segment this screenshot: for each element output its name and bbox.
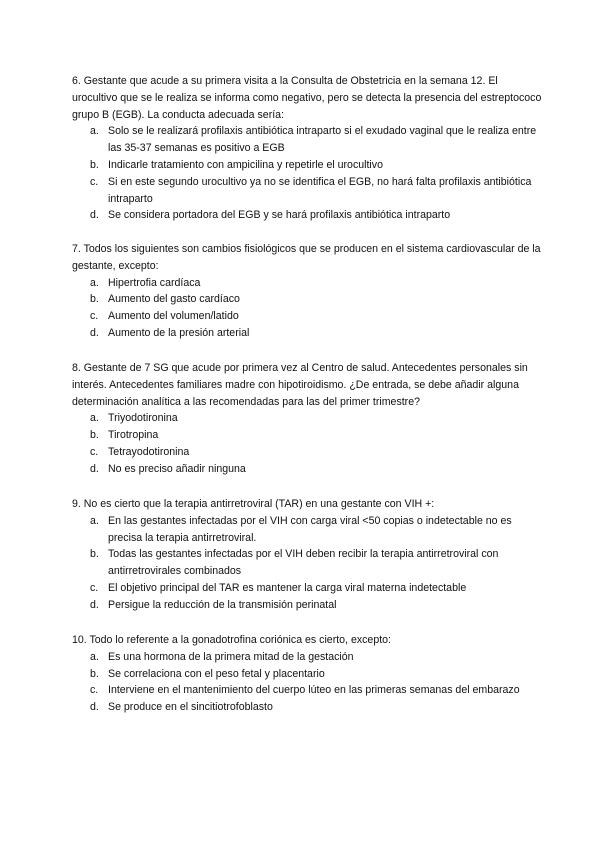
option-text: Tirotropina — [108, 429, 159, 442]
option-d — [72, 461, 542, 478]
option-letter: a. — [90, 276, 99, 289]
option-letter: a. — [90, 125, 99, 138]
question-stem: 10. Todo lo referente a la gonadotrofina coriónica es cierto, excepto: — [72, 634, 391, 646]
option-letter: b. — [90, 293, 99, 306]
option-c — [72, 580, 542, 597]
option-letter: d. — [90, 701, 99, 714]
option-text: El objetivo principal del TAR es mantener la carga viral materna indetectable — [108, 581, 467, 594]
option-d — [72, 597, 542, 614]
option-b — [72, 291, 542, 308]
option-text: Se considera portadora del EGB y se hará profilaxis antibiótica intraparto — [108, 209, 451, 222]
option-c — [72, 308, 542, 325]
option-text: Aumento del gasto cardíaco — [108, 293, 240, 306]
option-letter: a. — [90, 650, 99, 663]
option-text: Solo se le realizará profilaxis antibiótica intraparto si el exudado vaginal que le realiza entre las 35-37 semanas es positivo a EGB — [108, 125, 537, 155]
option-list — [72, 649, 542, 716]
option-letter: c. — [90, 175, 99, 188]
question-7 — [72, 241, 542, 342]
option-b — [72, 546, 542, 580]
option-text: Hipertrofia cardíaca — [108, 276, 201, 289]
option-letter: c. — [90, 684, 99, 697]
option-letter: b. — [90, 667, 99, 680]
option-b — [72, 666, 542, 683]
option-letter: c. — [90, 445, 99, 458]
option-text: Si en este segundo urocultivo ya no se identifica el EGB, no hará falta profilaxis antibiótica intraparto — [108, 175, 532, 205]
option-a — [72, 123, 542, 157]
option-list — [72, 123, 542, 224]
option-c — [72, 682, 542, 699]
option-list — [72, 410, 542, 477]
question-stem: 6. Gestante que acude a su primera visita a la Consulta de Obstetricia en la semana 12. El urocultivo que se le realiza se informa como negativo, pero se detecta la presencia del estreptococo grupo B (EGB). La conducta adecuada sería: — [72, 75, 542, 121]
option-text: Aumento del volumen/latido — [108, 310, 239, 323]
option-text: Se correlaciona con el peso fetal y placentario — [108, 667, 325, 680]
question-8 — [72, 360, 542, 478]
option-text: En las gestantes infectadas por el VIH con carga viral <50 copias o indetectable no es precisa la terapia antirretroviral. — [108, 514, 512, 544]
question-9 — [72, 496, 542, 614]
option-a — [72, 410, 542, 427]
option-a — [72, 513, 542, 547]
option-a — [72, 275, 542, 292]
option-text: Aumento de la presión arterial — [108, 326, 250, 339]
option-letter: d. — [90, 598, 99, 611]
option-letter: c. — [90, 310, 99, 323]
option-text: Es una hormona de la primera mitad de la gestación — [108, 650, 354, 663]
option-d — [72, 325, 542, 342]
option-text: Todas las gestantes infectadas por el VIH deben recibir la terapia antirretroviral con antirretrovirales combinados — [108, 548, 499, 578]
option-text: Interviene en el mantenimiento del cuerpo lúteo en las primeras semanas del embarazo — [108, 684, 520, 697]
option-letter: a. — [90, 412, 99, 425]
question-10 — [72, 632, 542, 716]
option-a — [72, 649, 542, 666]
option-letter: d. — [90, 462, 99, 475]
option-d — [72, 699, 542, 716]
option-c — [72, 174, 542, 208]
option-list — [72, 513, 542, 614]
option-text: Tetrayodotironina — [108, 445, 190, 458]
option-d — [72, 207, 542, 224]
option-text: Persigue la reducción de la transmisión perinatal — [108, 598, 337, 611]
question-stem: 9. No es cierto que la terapia antirretroviral (TAR) en una gestante con VIH +: — [72, 498, 435, 510]
option-b — [72, 427, 542, 444]
option-letter: d. — [90, 326, 99, 339]
option-letter: c. — [90, 581, 99, 594]
option-text: No es preciso añadir ninguna — [108, 462, 246, 475]
option-text: Se produce en el sincitiotrofoblasto — [108, 701, 273, 714]
question-stem: 7. Todos los siguientes son cambios fisiológicos que se producen en el sistema cardiovascular de la gestante, excepto: — [72, 243, 541, 272]
option-list — [72, 275, 542, 342]
question-stem: 8. Gestante de 7 SG que acude por primera vez al Centro de salud. Antecedentes personales sin interés. Antecedentes familiares madre con hipotiroidismo. ¿De entrada, se debe añadir alguna determinación analítica a las recomendadas para las del primer trimestre? — [72, 362, 528, 408]
question-6 — [72, 73, 542, 224]
option-letter: b. — [90, 158, 99, 171]
option-letter: d. — [90, 209, 99, 222]
option-letter: b. — [90, 548, 99, 561]
option-letter: b. — [90, 429, 99, 442]
option-text: Triyodotironina — [108, 412, 178, 425]
option-letter: a. — [90, 514, 99, 527]
option-text: Indicarle tratamiento con ampicilina y repetirle el urocultivo — [108, 158, 383, 171]
option-b — [72, 157, 542, 174]
option-c — [72, 444, 542, 461]
